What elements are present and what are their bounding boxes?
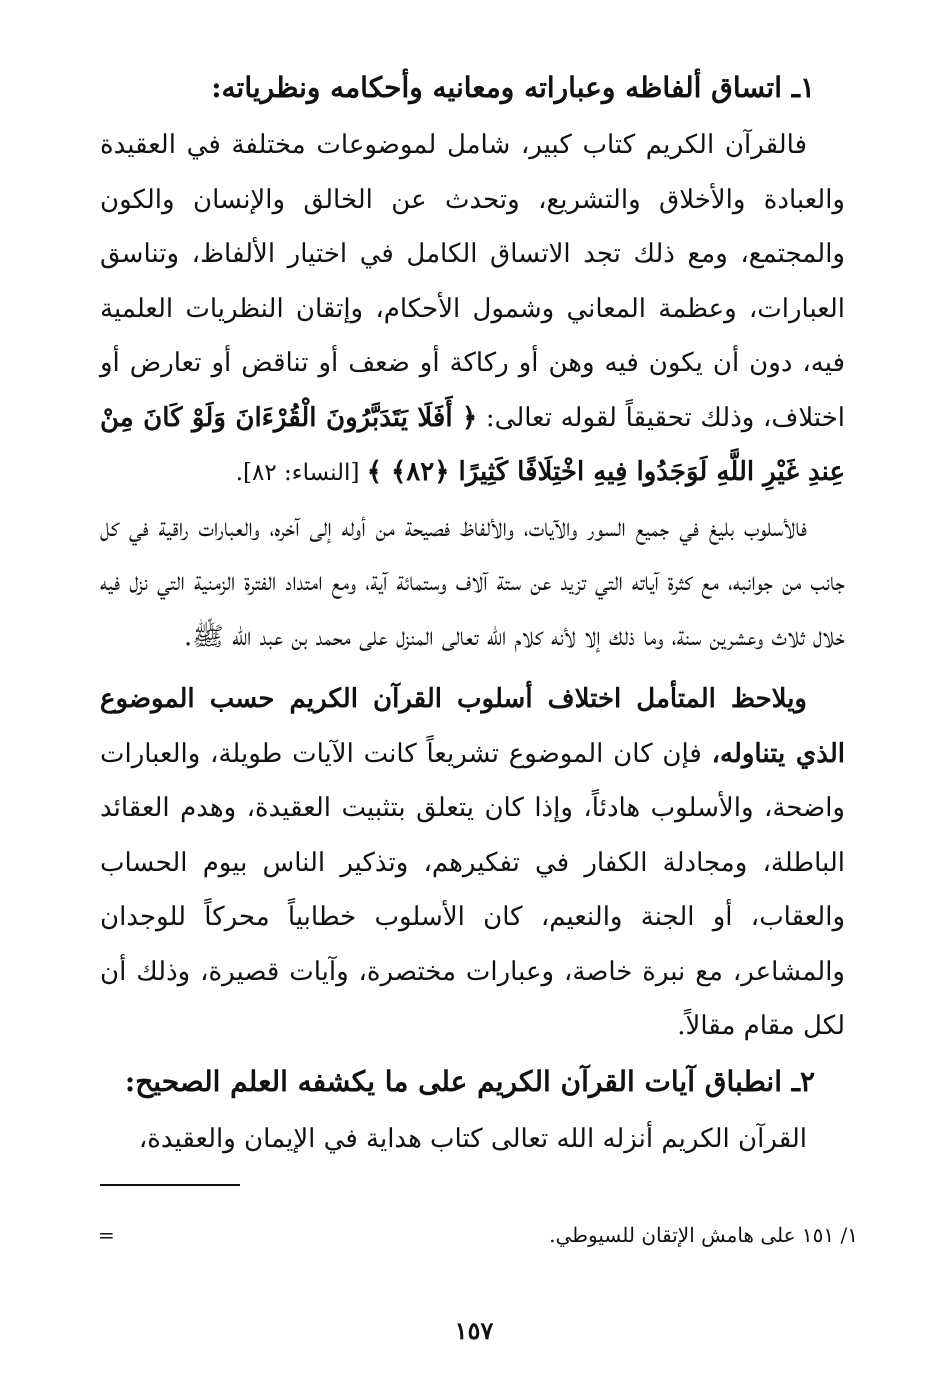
quran-verse: ﴿ أَفَلَا يَتَدَبَّرُونَ الْقُرْءَانَ وَلَوْ كَانَ مِنْ عِندِ غَيْرِ اللَّهِ لَوَجَدُوا فِيهِ اخْتِلَافًا كَثِيرًا ﴿٨٢﴾ ﴾ [100, 402, 845, 487]
section-heading-2: ٢ـ انطباق آيات القرآن الكريم على ما يكشفه العلم الصحيح: [124, 1064, 815, 1098]
section-heading-1: ١ـ اتساق ألفاظه وعباراته ومعانيه وأحكامه ونظرياته: [211, 71, 815, 104]
paragraph-gap [100, 664, 845, 672]
page-number: ١٥٧ [454, 1316, 494, 1345]
paragraph-3-lead: ويلاحظ المتأمل اختلاف أسلوب القرآن الكريم حسب الموضوع الذي يتناوله، [100, 684, 845, 769]
footnote-divider [100, 1184, 240, 1186]
footnote-continuation-marker: = [98, 1223, 115, 1247]
paragraph-2: فالأسلوب بليغ في جميع السور والآيات، والألفاظ فصيحة من أوله إلى آخره، والعبارات راقية في كل جانب من جوانبه، مع كثرة آياته التي تزيد عن ستة آلاف وستمائة آية، ومع امتداد الفترة الزمنية التي نزل فيه خلال ثلاث وعشرين سنة، وما ذلك إلا لأنه كلام الله تعالى المنزل على محمد بن عبد الله ﷺ. [100, 512, 845, 652]
footnote-text: ١/ ١٥١ على هامش الإتقان للسيوطي. [549, 1223, 858, 1247]
paragraph-1-text: فالقرآن الكريم كتاب كبير، شامل لموضوعات مختلفة في العقيدة والعبادة والأخلاق والتشريع، وتحدث عن الخالق والإنسان والكون والمجتمع، ومع ذلك تجد الاتساق الكامل في اختيار الألفاظ، وتناسق العبارات، وعظمة المعاني وشمول الأحكام، وإتقان النظريات العلمية فيه، دون أن يكون فيه وهن أو ركاكة أو ضعف أو تناقض أو تعارض أو اختلاف، وذلك تحقيقاً لقوله تعالى: [100, 130, 845, 433]
paragraph-4: القرآن الكريم أنزله الله تعالى كتاب هداية في الإيمان والعقيدة، [138, 1123, 807, 1154]
paragraph-3 [100, 672, 845, 1054]
paragraph-1 [100, 118, 845, 501]
verse-citation: [النساء: ٨٢]. [235, 460, 367, 486]
paragraph-3-text: فإن كان الموضوع تشريعاً كانت الآيات طويلة، والعبارات واضحة، والأسلوب هادئاً، وإذا كان يتعلق بتثبيت العقيدة، وهدم العقائد الباطلة، ومجادلة الكفار في تفكيرهم، وتذكير الناس بيوم الحساب والعقاب، أو الجنة والنعيم، كان الأسلوب خطابياً محركاً للوجدان والمشاعر، مع نبرة خاصة، وعبارات مختصرة، وآيات قصيرة، وذلك أن لكل مقام مقالاً. [100, 738, 845, 1041]
page-body [100, 60, 845, 1166]
footnote [98, 1220, 858, 1250]
